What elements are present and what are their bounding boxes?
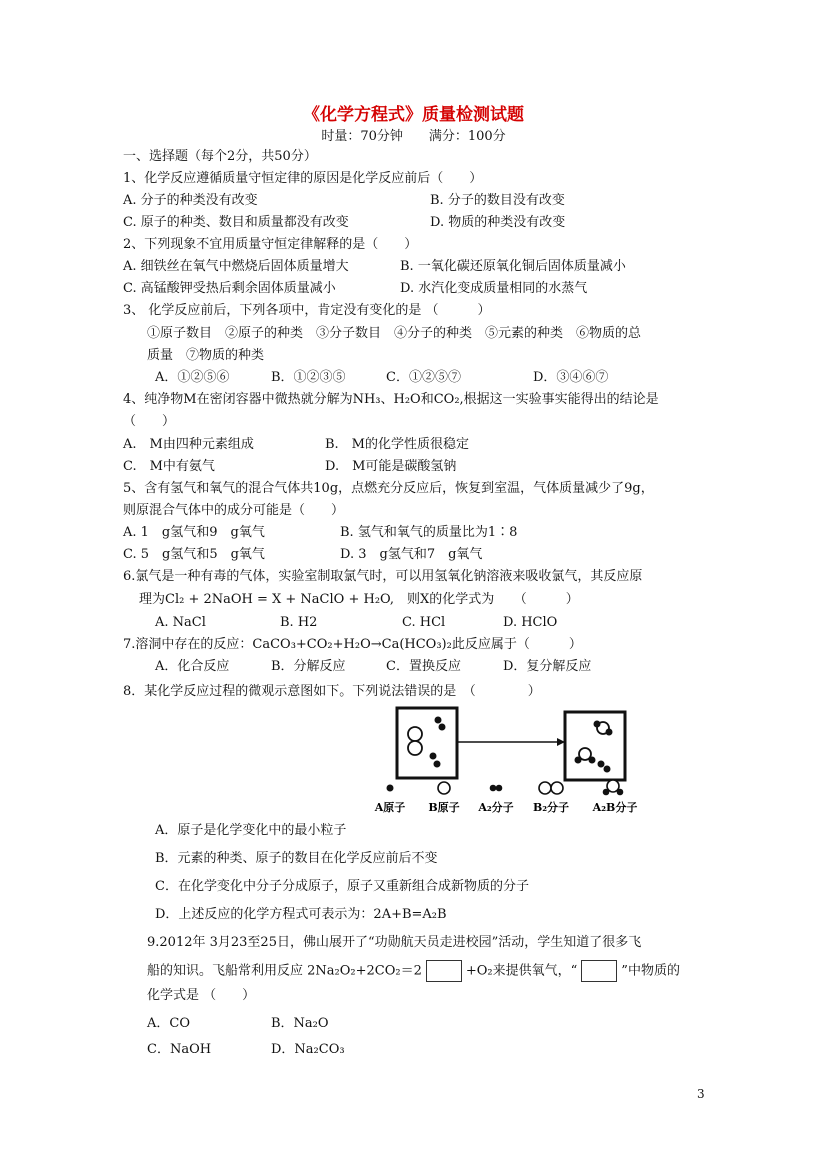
q3-items-line2: 质量 ⑦物质的种类 bbox=[147, 348, 265, 363]
q7-option-d: D．复分解反应 bbox=[503, 659, 592, 674]
q6-option-d: D. HClO bbox=[503, 615, 558, 630]
q5-option-a: A. 1 g氢气和9 g氧气 bbox=[123, 525, 265, 540]
q1-option-c: C. 原子的种类、数目和质量都没有改变 bbox=[123, 215, 349, 230]
answer-blank-box-quoted bbox=[581, 960, 617, 982]
q4-stem: 4、纯净物M在密闭容器中微热就分解为NH₃、H₂O和CO₂,根据这一实验事实能得出的结论是 bbox=[123, 392, 659, 407]
reactants-box bbox=[397, 708, 457, 778]
q3-option-d: D．③④⑥⑦ bbox=[533, 370, 609, 385]
q5-option-b: B. 氢气和氧气的质量比为1∶8 bbox=[340, 525, 518, 540]
a2b-molecule-product-1 bbox=[594, 721, 613, 736]
a2b-molecule-product-2 bbox=[575, 748, 596, 764]
q9-stem-line2-a: 船的知识。飞船常利用反应 2Na₂O₂+2CO₂＝2 bbox=[147, 963, 422, 979]
q5-option-c: C. 5 g氢气和5 g氧气 bbox=[123, 547, 265, 562]
q2-option-b: B. 一氧化碳还原氧化铜后固体质量减小 bbox=[400, 259, 626, 274]
q9-stem-line3: 化学式是 （ ） bbox=[147, 988, 256, 1003]
legend-label-a2-molecule: A₂分子 bbox=[478, 801, 514, 814]
q4-option-d: D. M可能是碳酸氢钠 bbox=[325, 459, 457, 474]
exam-info: 时量：70分钟 满分：100分 bbox=[321, 129, 506, 144]
q3-items-line1: ①原子数目 ②原子的种类 ③分子数目 ④分子的种类 ⑤元素的种类 ⑥物质的总 bbox=[147, 326, 642, 341]
q5-stem: 5、含有氢气和氧气的混合气体共10g，点燃充分反应后，恢复到室温，气体质量减少了9g， bbox=[123, 481, 654, 496]
q5-stem-cont: 则原混合气体中的成分可能是（ ） bbox=[123, 503, 345, 518]
q2-option-c: C. 高锰酸钾受热后剩余固体质量减小 bbox=[123, 281, 336, 296]
q9-stem-line2-c: ”中物质的 bbox=[621, 963, 680, 979]
q9-stem-line2 bbox=[147, 960, 680, 982]
q3-option-c: C．①②⑤⑦ bbox=[386, 370, 461, 385]
reaction-diagram bbox=[365, 700, 655, 820]
legend-label-b2-molecule: B₂分子 bbox=[532, 801, 570, 814]
legend-symbol-a-atom bbox=[387, 785, 394, 792]
q3-option-b: B．①②③⑤ bbox=[271, 370, 346, 385]
q8-option-d: D．上述反应的化学方程式可表示为：2A+B=A₂B bbox=[155, 907, 447, 922]
q3-option-a: A．①②⑤⑥ bbox=[155, 370, 230, 385]
q3-stem: 3、 化学反应前后，下列各项中，肯定没有变化的是 （ ） bbox=[123, 303, 491, 318]
a2-molecule-reactant-2 bbox=[430, 753, 441, 768]
q9-option-c: C．NaOH bbox=[147, 1042, 212, 1057]
q9-option-a: A．CO bbox=[147, 1016, 190, 1031]
q8-option-b: B．元素的种类、原子的数目在化学反应前后不变 bbox=[155, 851, 438, 866]
page-number: 3 bbox=[697, 1087, 705, 1101]
a2-molecule-product bbox=[598, 761, 611, 773]
page-title: 《化学方程式》质量检测试题 bbox=[303, 105, 524, 125]
q6-option-a: A. NaCl bbox=[155, 615, 206, 630]
q7-stem: 7.溶洞中存在的反应：CaCO₃+CO₂+H₂O→Ca(HCO₃)₂此反应属于（ ） bbox=[123, 637, 582, 652]
q2-stem: 2、下列现象不宜用质量守恒定律解释的是（ ） bbox=[123, 237, 418, 252]
q9-option-b: B．Na₂O bbox=[271, 1016, 329, 1031]
q8-option-c: C．在化学变化中分子分成原子，原子又重新组合成新物质的分子 bbox=[155, 879, 529, 894]
q4-option-a: A. M由四种元素组成 bbox=[123, 437, 254, 452]
q4-option-c: C. M中有氨气 bbox=[123, 459, 215, 474]
q7-option-c: C．置换反应 bbox=[386, 659, 461, 674]
legend-label-a-atom: A原子 bbox=[374, 801, 406, 814]
section-heading: 一、选择题（每个2分，共50分） bbox=[123, 149, 317, 164]
q8-option-a: A．原子是化学变化中的最小粒子 bbox=[155, 823, 347, 838]
q6-stem: 6.氯气是一种有毒的气体，实验室制取氯气时，可以用氢氧化钠溶液来吸收氯气，其反应原 bbox=[123, 569, 643, 584]
q1-option-d: D. 物质的种类没有改变 bbox=[430, 215, 566, 230]
q6-option-b: B. H2 bbox=[280, 615, 318, 630]
legend-symbol-a2-molecule bbox=[490, 785, 503, 792]
q6-option-c: C. HCl bbox=[402, 615, 446, 630]
q5-option-d: D. 3 g氢气和7 g氧气 bbox=[340, 547, 483, 562]
q9-stem-line2-b: +O₂来提供氧气，“ bbox=[465, 963, 578, 979]
q1-stem: 1、化学反应遵循质量守恒定律的原因是化学反应前后（ ） bbox=[123, 171, 483, 186]
a2-molecule-reactant-1 bbox=[435, 717, 446, 731]
q9-stem-line1: 9.2012年 3月23至25日，佛山展开了“功勋航天员走进校园”活动，学生知道了很多飞 bbox=[147, 935, 642, 950]
legend-symbol-b-atom bbox=[438, 782, 450, 794]
q9-option-d: D．Na₂CO₃ bbox=[271, 1042, 345, 1057]
q8-stem: 8．某化学反应过程的微观示意图如下。下列说法错误的是 （ ） bbox=[123, 684, 541, 699]
b2-molecule-reactant bbox=[408, 727, 422, 755]
legend-symbol-b2-molecule bbox=[539, 782, 563, 794]
q7-option-a: A．化合反应 bbox=[155, 659, 230, 674]
legend-label-b-atom: B原子 bbox=[428, 801, 460, 814]
q1-option-a: A. 分子的种类没有改变 bbox=[123, 193, 258, 208]
q6-stem-cont: 理为Cl₂ + 2NaOH = X + NaClO + H₂O, 则X的化学式为 （ ） bbox=[139, 592, 579, 607]
legend-symbol-a2b-molecule bbox=[603, 780, 624, 795]
q1-option-b: B. 分子的数目没有改变 bbox=[430, 193, 565, 208]
q4-option-b: B. M的化学性质很稳定 bbox=[325, 437, 469, 452]
answer-blank-box bbox=[426, 960, 462, 982]
q7-option-b: B．分解反应 bbox=[271, 659, 346, 674]
legend-label-a2b-molecule: A₂B分子 bbox=[592, 801, 638, 814]
q2-option-a: A. 细铁丝在氧气中燃烧后固体质量增大 bbox=[123, 259, 349, 274]
q4-stem-cont: （ ） bbox=[123, 414, 176, 429]
q2-option-d: D. 水汽化变成质量相同的水蒸气 bbox=[400, 281, 588, 296]
